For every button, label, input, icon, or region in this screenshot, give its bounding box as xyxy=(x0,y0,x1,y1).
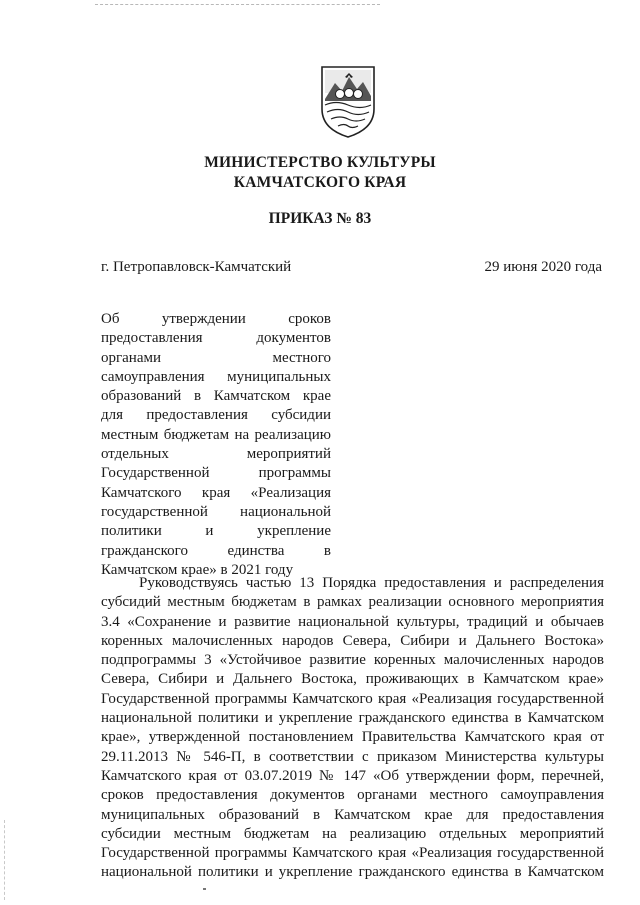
scan-dot-artifact xyxy=(203,888,206,890)
body-line: Севера, Сибири и Дальнего Востока, проживающих в Камчатском крае» xyxy=(101,671,604,688)
scan-artifact-line xyxy=(95,4,380,6)
subject-line: гражданского единства в xyxy=(101,542,331,559)
subject-line: Государственной программы xyxy=(101,465,331,482)
subject-line: государственной национальной xyxy=(101,503,331,520)
subject-line: для предоставления субсидии xyxy=(101,407,331,424)
body-line: муниципальных образований в Камчатском крае для предоставления xyxy=(101,806,604,823)
body-line: Камчатского края от 03.07.2019 № 147 «Об утверждении форм, перечней, xyxy=(101,767,604,784)
body-line: подпрограммы 3 «Устойчивое развитие коренных малочисленных народов xyxy=(101,652,604,669)
order-city: г. Петропавловск-Камчатский xyxy=(101,259,292,275)
body-line: Руководствуясь частью 13 Порядка предоставления и распределения xyxy=(139,575,604,591)
ministry-name xyxy=(0,153,640,193)
body-line: национальной политики и укрепление гражданского единства в Камчатском xyxy=(101,864,604,881)
order-body-paragraph xyxy=(101,574,604,883)
subject-line: местным бюджетам на реализацию xyxy=(101,426,331,443)
body-line: коренных малочисленных народов Севера, Сибири и Дальнего Востока» xyxy=(101,632,604,649)
subject-line: предоставления документов xyxy=(101,330,331,347)
body-line: 29.11.2013 № 546-П, в соответствии с приказом Министерства культуры xyxy=(101,748,604,765)
ministry-name-line1: МИНИСТЕРСТВО КУЛЬТУРЫ xyxy=(204,154,436,171)
subject-line: политики и укрепление xyxy=(101,523,331,540)
order-subject xyxy=(101,310,331,580)
body-line: крае», утвержденной постановлением Правительства Камчатского края от xyxy=(101,729,604,746)
subject-line: органами местного xyxy=(101,349,331,366)
subject-line: образований в Камчатском крае xyxy=(101,388,331,405)
subject-line: Камчатском крае» в 2021 году xyxy=(101,561,294,578)
subject-line: самоуправления муниципальных xyxy=(101,368,331,385)
body-line: национальной политики и укрепление гражданского единства в Камчатском xyxy=(101,710,604,727)
order-title: ПРИКАЗ № 83 xyxy=(268,210,372,227)
body-line: 3.4 «Сохранение и развитие национальной культуры, традиций и обычаев xyxy=(101,613,604,630)
body-line: субсидии местным бюджетам на реализацию отдельных мероприятий xyxy=(101,825,604,842)
body-line: Государственной программы Камчатского края «Реализация государственной xyxy=(101,845,604,862)
subject-line: отдельных мероприятий xyxy=(101,446,331,463)
body-line: Государственной программы Камчатского края «Реализация государственной xyxy=(101,690,604,707)
coat-of-arms-icon xyxy=(318,63,378,139)
order-date: 29 июня 2020 года xyxy=(484,259,602,275)
ministry-name-line2: КАМЧАТСКОГО КРАЯ xyxy=(233,174,407,191)
subject-line: Камчатского края «Реализация xyxy=(101,484,331,501)
body-line: субсидий местным бюджетам в рамках реализации основного мероприятия xyxy=(101,594,604,611)
body-line: сроков предоставления документов органами местного самоуправления xyxy=(101,787,604,804)
subject-line: Об утверждении сроков xyxy=(101,311,331,327)
scan-margin-artifact xyxy=(4,820,6,900)
